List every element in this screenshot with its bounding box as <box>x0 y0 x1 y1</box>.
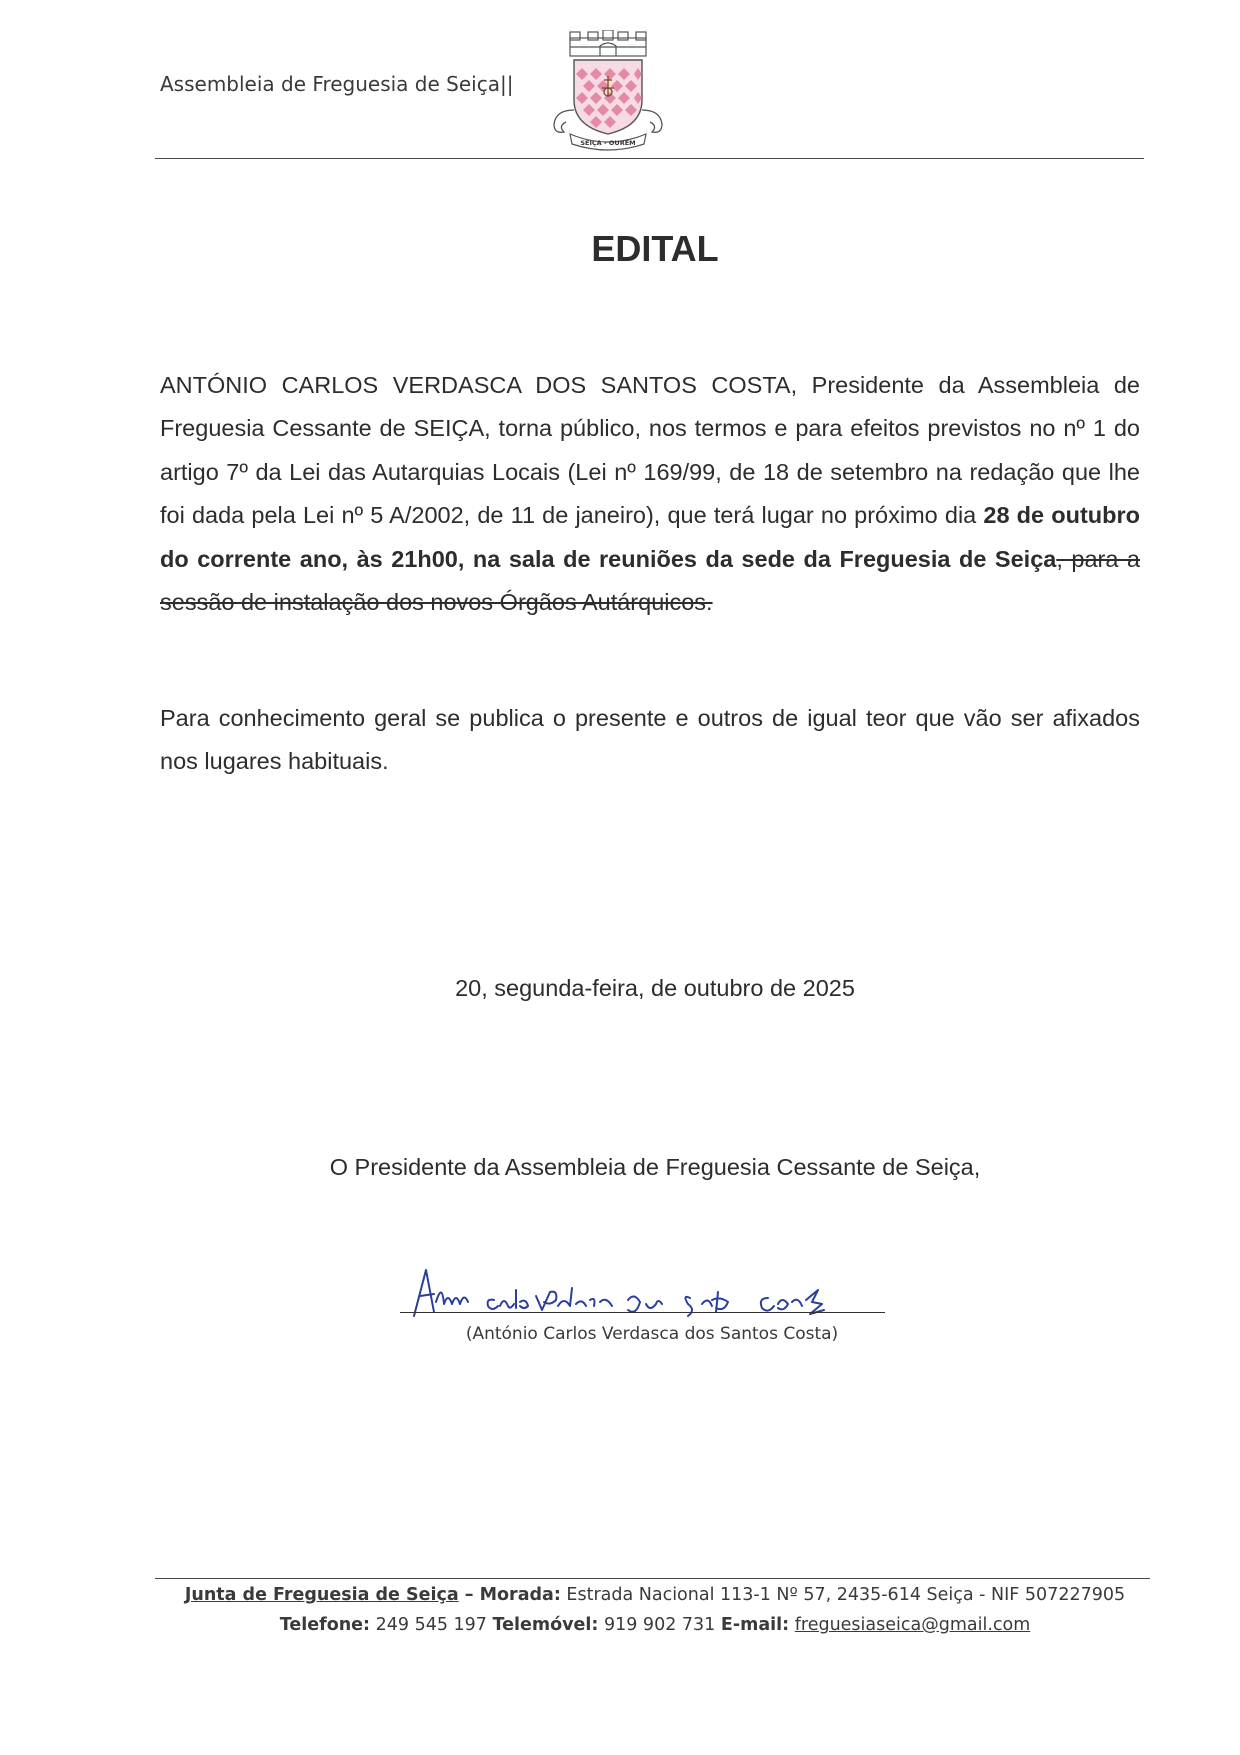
signature-line <box>400 1312 885 1313</box>
crest-scroll-right <box>642 110 662 132</box>
header-divider <box>155 158 1144 159</box>
footer-address-label: Morada: <box>479 1585 561 1605</box>
footer-org: Junta de Freguesia de Seiça <box>184 1585 459 1605</box>
paragraph-struck-text: , para a sessão de instalação dos novos Órgãos Autárquicos. <box>160 545 1140 616</box>
crest-scroll-left <box>554 110 574 132</box>
crest-ribbon-text: SEIÇA - OURÉM <box>580 139 636 147</box>
footer-line-address <box>0 1585 1240 1605</box>
paragraph-text: ANTÓNIO CARLOS VERDASCA DOS SANTOS COSTA, Presidente da Assembleia de Freguesia Cessante de SEIÇA, torna público, nos termos e para efeitos previstos no nº 1 do artigo 7º da Lei das Autarquias Locais (Lei nº 169/99, de 18 de setembro na redação que lhe foi dada pela Lei nº 5 A/2002, de 11 de janeiro), que terá lugar no próximo dia <box>160 372 1140 529</box>
document-title: EDITAL <box>591 228 719 269</box>
footer-divider <box>155 1578 1150 1579</box>
main-paragraph <box>160 364 1140 624</box>
footer-phone-label: Telefone: <box>279 1615 371 1635</box>
signatory-name: (António Carlos Verdasca dos Santos Costa) <box>465 1324 839 1344</box>
footer-dash: – <box>458 1585 480 1605</box>
footer-email-label: E-mail: <box>720 1615 790 1635</box>
footer-mobile-label: Telemóvel: <box>492 1615 599 1635</box>
footer-address: Estrada Nacional 113-1 Nº 57, 2435-614 Seiça - NIF 507227905 <box>560 1585 1126 1605</box>
footer-phone: 249 545 197 <box>370 1615 493 1635</box>
publication-paragraph: Para conhecimento geral se publica o presente e outros de igual teor que vão ser afixados nos lugares habituais. <box>160 705 1140 775</box>
footer-email-link[interactable]: freguesiaseica@gmail.com <box>794 1615 1031 1635</box>
paragraph-bold-text: 28 de outubro do corrente ano, às 21h00, na sala de reuniões da sede da Freguesia de Seiça <box>160 502 1140 572</box>
footer-mobile: 919 902 731 <box>598 1615 721 1635</box>
coat-of-arms-crest <box>548 30 668 152</box>
date-line: 20, segunda-feira, de outubro de 2025 <box>455 975 855 1001</box>
header-title: Assembleia de Freguesia de Seiça|| <box>160 72 514 96</box>
crest-crown <box>570 30 646 56</box>
closing-line: O Presidente da Assembleia de Freguesia Cessante de Seiça, <box>329 1154 981 1180</box>
footer-line-contacts <box>0 1615 1240 1635</box>
handwritten-signature <box>400 1262 950 1322</box>
